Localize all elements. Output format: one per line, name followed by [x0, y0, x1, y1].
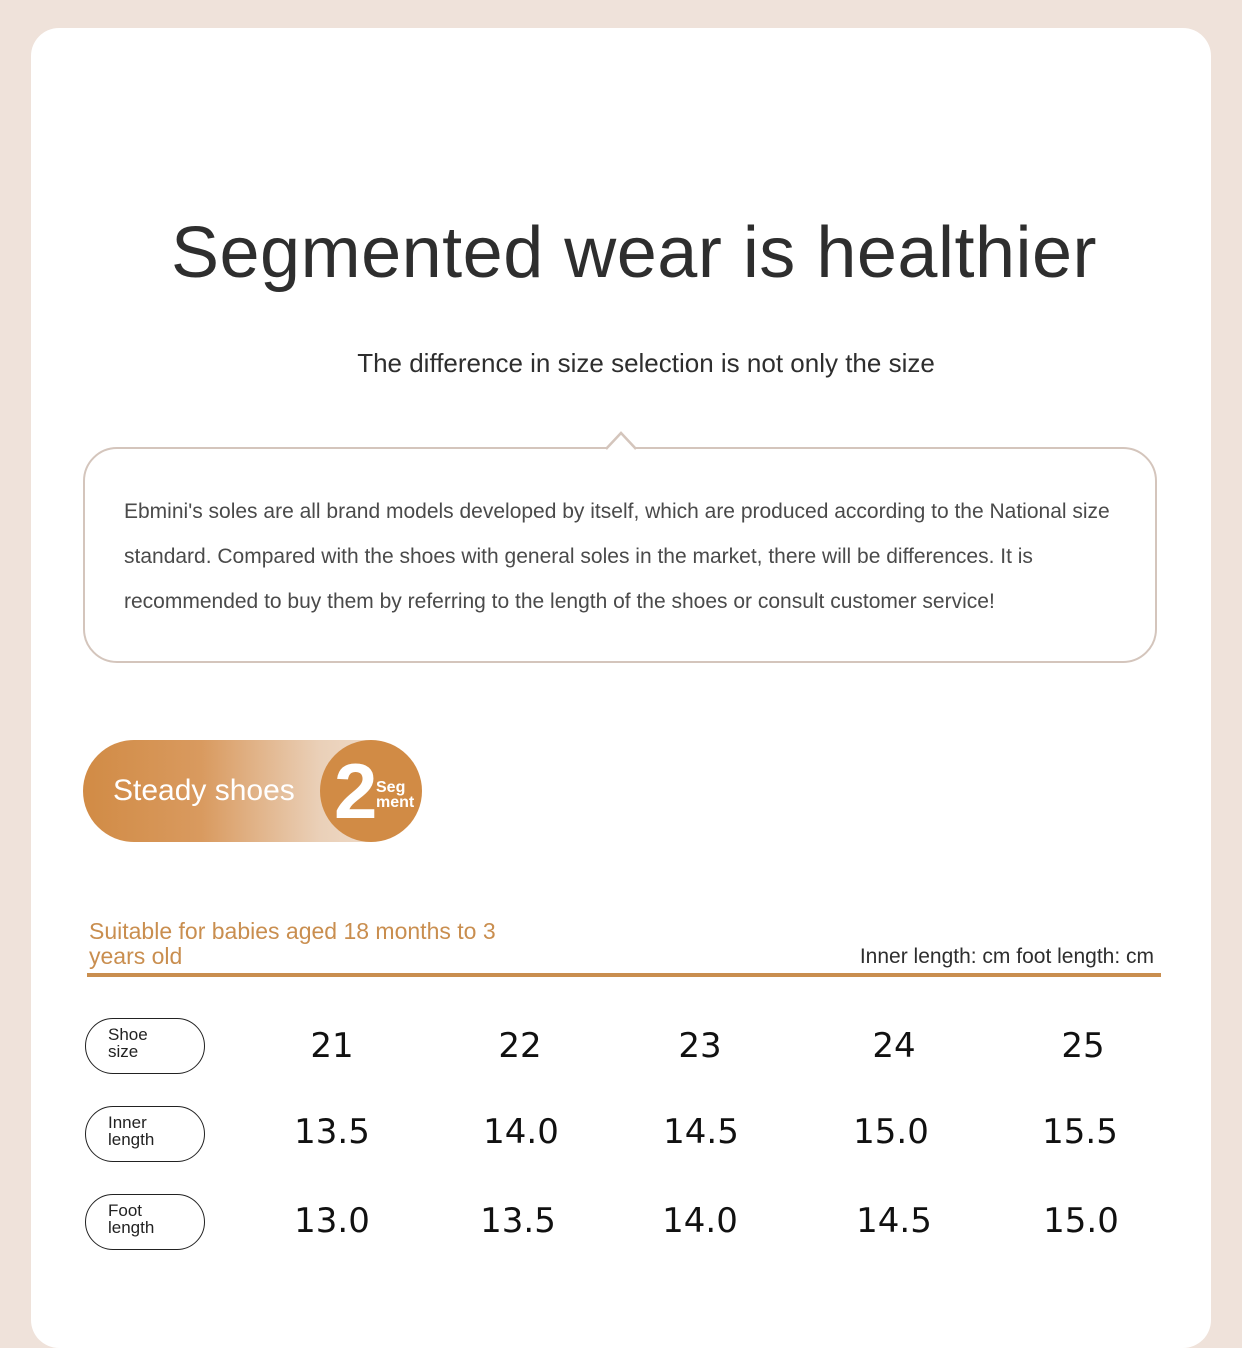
- age-note: Suitable for babies aged 18 months to 3 years old: [89, 918, 496, 969]
- table-cell: 15.0: [853, 1112, 929, 1152]
- row-label-inner-length: [85, 1106, 205, 1162]
- unit-note: Inner length: cm foot length: cm: [859, 945, 1154, 968]
- table-cell: 25: [1061, 1026, 1105, 1066]
- row-label-shoe-size: [85, 1018, 205, 1074]
- segment-number-circle: [320, 740, 422, 842]
- row-label-text: Foot length: [108, 1201, 155, 1237]
- page-subtitle: The difference in size selection is not only the size: [357, 348, 935, 378]
- table-cell: 13.5: [294, 1112, 370, 1152]
- table-cell: 13.0: [294, 1201, 370, 1241]
- segment-badge: [83, 740, 421, 842]
- table-cell: 21: [310, 1026, 354, 1066]
- segment-word-top: Seg: [376, 779, 406, 796]
- table-cell: 14.5: [856, 1201, 932, 1241]
- segment-word-bottom: ment: [376, 794, 415, 811]
- segment-word: [376, 780, 414, 810]
- segment-number: 2: [334, 747, 378, 835]
- table-cell: 14.5: [663, 1112, 739, 1152]
- table-cell: 22: [498, 1026, 542, 1066]
- notice-pointer-icon: [606, 429, 636, 450]
- table-cell: 15.5: [1042, 1112, 1118, 1152]
- table-cell: 14.0: [662, 1201, 738, 1241]
- row-label-text: Inner length: [108, 1113, 155, 1149]
- page-title: Segmented wear is healthier: [170, 213, 1097, 293]
- row-label-text: Shoe size: [108, 1025, 148, 1061]
- divider: [87, 973, 1161, 977]
- table-cell: 13.5: [480, 1201, 556, 1241]
- table-cell: 14.0: [483, 1112, 559, 1152]
- row-label-foot-length: [85, 1194, 205, 1250]
- table-cell: 24: [872, 1026, 916, 1066]
- notice-box: [83, 447, 1157, 663]
- segment-badge-label: Steady shoes: [113, 774, 295, 807]
- table-cell: 15.0: [1043, 1201, 1119, 1241]
- notice-text: Ebmini's soles are all brand models developed by itself, which are produced according to the National size standard. Compared with the shoes with general soles in the market, there will be differences. It is recommended to buy them by referring to the length of the shoes or consult customer service!: [124, 500, 1110, 613]
- table-cell: 23: [678, 1026, 722, 1066]
